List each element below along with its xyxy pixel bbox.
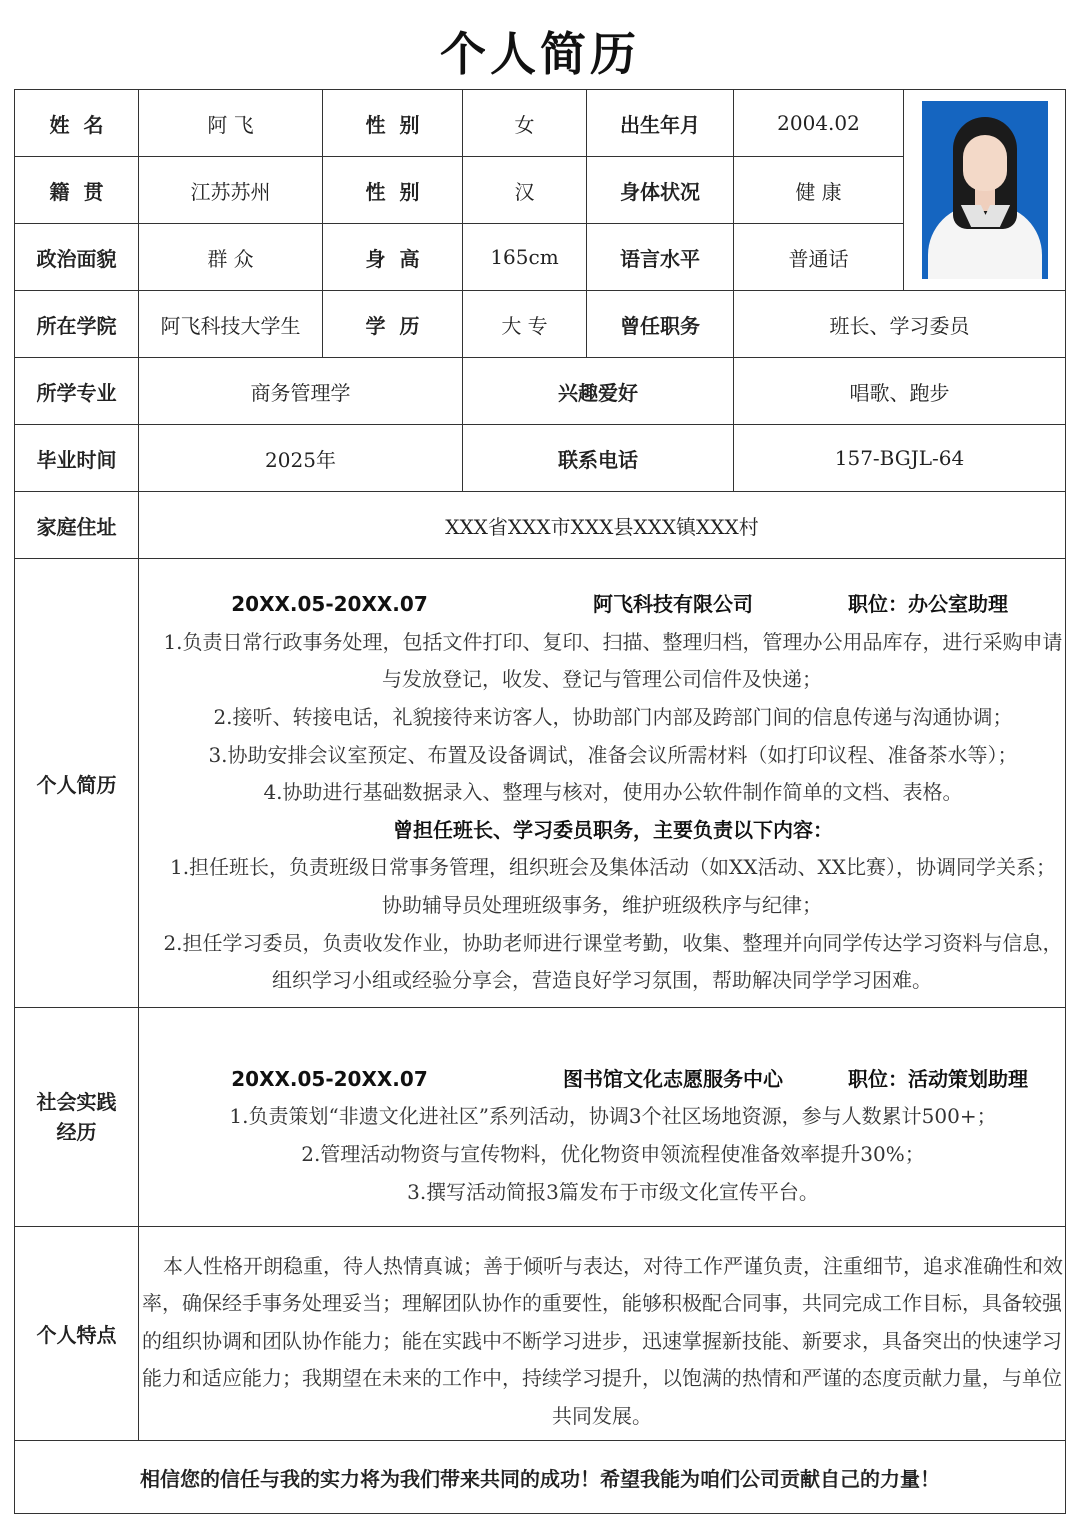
political-label: 政治面貌 bbox=[15, 224, 139, 291]
name-label: 姓 名 bbox=[15, 90, 139, 157]
row-practice bbox=[15, 1008, 1066, 1227]
resume-header bbox=[139, 586, 1065, 624]
photo-cell bbox=[904, 90, 1066, 291]
resume-role: 职位：办公室助理 bbox=[848, 592, 1008, 617]
gender-label: 性 别 bbox=[323, 90, 463, 157]
row-name bbox=[15, 90, 1066, 157]
resume-content bbox=[139, 559, 1066, 1008]
resume-item: 1.负责日常行政事务处理，包括文件打印、复印、扫描、整理归档，管理办公用品库存，进行采购申请与发放登记，收发、登记与管理公司信件及快递； bbox=[163, 629, 1063, 692]
education-label: 学 历 bbox=[323, 291, 463, 358]
resume-period: 20XX.05-20XX.07 bbox=[231, 592, 428, 617]
practice-item: 2.管理活动物资与宣传物料，优化物资申领流程使准备效率提升30%； bbox=[301, 1142, 925, 1166]
duty-title: 曾担任班长、学习委员职务，主要负责以下内容： bbox=[393, 817, 833, 842]
traits-content bbox=[139, 1227, 1066, 1441]
resume-table bbox=[14, 89, 1066, 1514]
hobby-label: 兴趣爱好 bbox=[463, 358, 734, 425]
health-label: 身体状况 bbox=[587, 157, 734, 224]
practice-content bbox=[139, 1008, 1066, 1227]
page-title: 个人简历 bbox=[440, 27, 640, 81]
native-value: 江苏苏州 bbox=[139, 157, 323, 224]
practice-item: 1.负责策划“非遗文化进社区”系列活动，协调3个社区场地资源，参与人数累计500+； bbox=[229, 1104, 997, 1129]
practice-org: 图书馆文化志愿服务中心 bbox=[563, 1066, 783, 1091]
health-value: 健 康 bbox=[734, 157, 904, 224]
row-college bbox=[15, 291, 1066, 358]
row-traits bbox=[15, 1227, 1066, 1441]
name-value: 阿 飞 bbox=[139, 90, 323, 157]
college-label: 所在学院 bbox=[15, 291, 139, 358]
duty-item: 2.担任学习委员，负责收发作业，协助老师进行课堂考勤，收集、整理并向同学传达学习资料与信息，组织学习小组或经验分享会，营造良好学习氛围，帮助解决同学学习困难。 bbox=[163, 930, 1063, 993]
practice-item: 3.撰写活动简报3篇发布于市级文化宣传平台。 bbox=[407, 1179, 819, 1204]
ethnic-label: 性 别 bbox=[323, 157, 463, 224]
resume-item: 3.协助安排会议室预定、布置及设备调试，准备会议所需材料（如打印议程、准备茶水等）； bbox=[208, 742, 1018, 767]
position-value: 班长、学习委员 bbox=[734, 291, 1066, 358]
row-grad bbox=[15, 425, 1066, 492]
major-value: 商务管理学 bbox=[139, 358, 463, 425]
resume-label: 个人简历 bbox=[15, 559, 139, 1008]
position-label: 曾任职务 bbox=[587, 291, 734, 358]
row-address bbox=[15, 492, 1066, 559]
duty-item: 1.担任班长，负责班级日常事务管理，组织班会及集体活动（如XX活动、XX比赛），协调同学关系；协助辅导员处理班级事务，维护班级秩序与纪律； bbox=[169, 855, 1057, 917]
practice-label bbox=[15, 1008, 139, 1227]
traits-text: 本人性格开朗稳重，待人热情真诚；善于倾听与表达，对待工作严谨负责，注重细节，追求准确性和效率，确保经手事务处理妥当；理解团队协作的重要性，能够积极配合同事，共同完成工作目标，具备较强的组织协调和团队协作能力；能在实践中不断学习进步，迅速掌握新技能、新要求，具备突出的快速学习能力和适应能力；我期望在未来的工作中，持续学习提升，以饱满的热情和严谨的态度贡献力量，与单位共同发展。 bbox=[142, 1253, 1063, 1428]
phone-label: 联系电话 bbox=[463, 425, 734, 492]
birth-value: 2004.02 bbox=[734, 90, 904, 157]
ethnic-value: 汉 bbox=[463, 157, 587, 224]
resume-item: 4.协助进行基础数据录入、整理与核对，使用办公软件制作简单的文档、表格。 bbox=[263, 780, 963, 805]
practice-header bbox=[139, 1061, 1065, 1099]
practice-label-line2: 经历 bbox=[56, 1120, 97, 1144]
grad-value: 2025年 bbox=[139, 425, 463, 492]
address-label: 家庭住址 bbox=[15, 492, 139, 559]
gender-value: 女 bbox=[463, 90, 587, 157]
political-value: 群 众 bbox=[139, 224, 323, 291]
row-footer bbox=[15, 1441, 1066, 1514]
footer-message: 相信您的信任与我的实力将为我们带来共同的成功！希望我能为咱们公司贡献自己的力量！ bbox=[15, 1441, 1066, 1514]
native-label: 籍 贯 bbox=[15, 157, 139, 224]
practice-role: 职位：活动策划助理 bbox=[848, 1066, 1028, 1091]
language-value: 普通话 bbox=[734, 224, 904, 291]
birth-label: 出生年月 bbox=[587, 90, 734, 157]
height-value: 165cm bbox=[463, 224, 587, 291]
major-label: 所学专业 bbox=[15, 358, 139, 425]
address-value: XXX省XXX市XXX县XXX镇XXX村 bbox=[139, 492, 1066, 559]
row-major bbox=[15, 358, 1066, 425]
hobby-value: 唱歌、跑步 bbox=[734, 358, 1066, 425]
resume-item: 2.接听、转接电话，礼貌接待来访客人，协助部门内部及跨部门间的信息传递与沟通协调； bbox=[213, 705, 1013, 730]
avatar bbox=[922, 101, 1048, 279]
resume-company: 阿飞科技有限公司 bbox=[593, 592, 753, 617]
grad-label: 毕业时间 bbox=[15, 425, 139, 492]
phone-value: 157-BGJL-64 bbox=[734, 425, 1066, 492]
language-label: 语言水平 bbox=[587, 224, 734, 291]
traits-label: 个人特点 bbox=[15, 1227, 139, 1441]
practice-label-line1: 社会实践 bbox=[36, 1090, 117, 1114]
row-resume bbox=[15, 559, 1066, 1008]
practice-period: 20XX.05-20XX.07 bbox=[231, 1066, 428, 1091]
height-label: 身 高 bbox=[323, 224, 463, 291]
college-value: 阿飞科技大学生 bbox=[139, 291, 323, 358]
education-value: 大 专 bbox=[463, 291, 587, 358]
